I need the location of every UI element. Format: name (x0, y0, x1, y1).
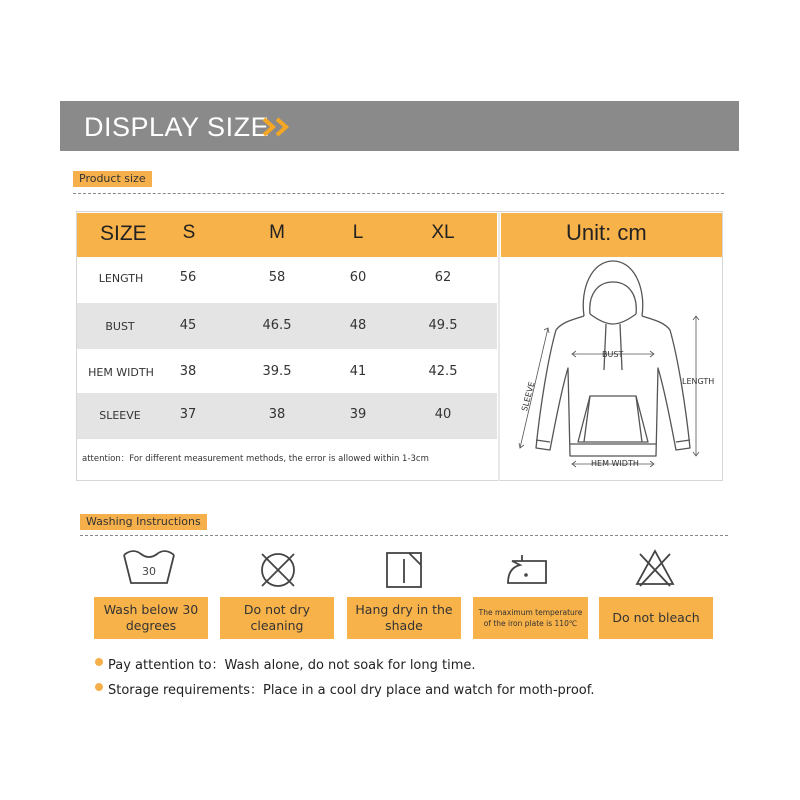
cell-sleeve-s: 37 (179, 407, 197, 422)
no-bleach-card: Do not bleach (599, 597, 713, 639)
wash-note: Pay attention to：Wash alone, do not soak for long time. (108, 658, 476, 673)
cell-hem-l: 41 (349, 364, 367, 379)
length-label: LENGTH (682, 377, 715, 386)
size-xl-heading: XL (431, 222, 455, 243)
bullet-dot (95, 658, 103, 666)
double-chevron-icon (262, 117, 296, 137)
cell-bust-m: 46.5 (262, 318, 292, 333)
wash-below-30-card: Wash below 30 degrees (94, 597, 208, 639)
cell-bust-l: 48 (349, 318, 367, 333)
dry-shade-icon (385, 549, 423, 589)
no-dry-clean-card: Do not dry cleaning (220, 597, 334, 639)
size-l-heading: L (352, 222, 364, 243)
table-rule (77, 438, 497, 439)
cell-length-m: 58 (268, 270, 286, 285)
bust-label: BUST (602, 350, 624, 359)
row-label-hem-width: HEM WIDTH (88, 366, 154, 379)
washing-instructions-tag: Washing Instructions (80, 514, 207, 530)
cell-length-xl: 62 (434, 270, 452, 285)
size-m-heading: M (269, 222, 285, 243)
cell-length-s: 56 (179, 270, 197, 285)
bullet-dot (95, 683, 103, 691)
cell-bust-xl: 49.5 (428, 318, 458, 333)
cell-length-l: 60 (349, 270, 367, 285)
page-title: DISPLAY SIZE (84, 112, 270, 142)
cell-sleeve-m: 38 (268, 407, 286, 422)
cell-sleeve-xl: 40 (434, 407, 452, 422)
size-heading: SIZE (100, 222, 147, 245)
row-label-bust: BUST (105, 320, 135, 333)
section-divider (80, 535, 728, 536)
storage-note: Storage requirements：Place in a cool dry place and watch for moth-proof. (108, 683, 595, 698)
wash-temp-label: 30 (142, 565, 156, 578)
iron-temp-card: The maximum temperature of the iron plate is 110℃ (473, 597, 588, 639)
wash-30-icon (120, 549, 178, 587)
cell-sleeve-l: 39 (349, 407, 367, 422)
iron-icon (506, 551, 556, 587)
section-divider (73, 193, 724, 194)
hem-width-label: HEM WIDTH (591, 459, 639, 468)
cell-bust-s: 45 (179, 318, 197, 333)
cell-hem-xl: 42.5 (428, 364, 458, 379)
cell-hem-s: 38 (179, 364, 197, 379)
dry-shade-card: Hang dry in the shade (347, 597, 461, 639)
column-divider (498, 213, 500, 481)
hoodie-diagram (506, 258, 720, 476)
unit-label: Unit: cm (566, 220, 647, 245)
no-bleach-icon (634, 548, 676, 588)
product-size-tag: Product size (73, 171, 152, 187)
sleeve-label: SLEEVE (520, 380, 537, 413)
row-label-sleeve: SLEEVE (99, 409, 141, 422)
cell-hem-m: 39.5 (262, 364, 292, 379)
size-s-heading: S (182, 222, 196, 243)
no-dry-clean-icon (258, 550, 298, 590)
row-label-length: LENGTH (98, 272, 144, 285)
measurement-note: attention：For different measurement methods, the error is allowed within 1-3cm (82, 454, 429, 464)
